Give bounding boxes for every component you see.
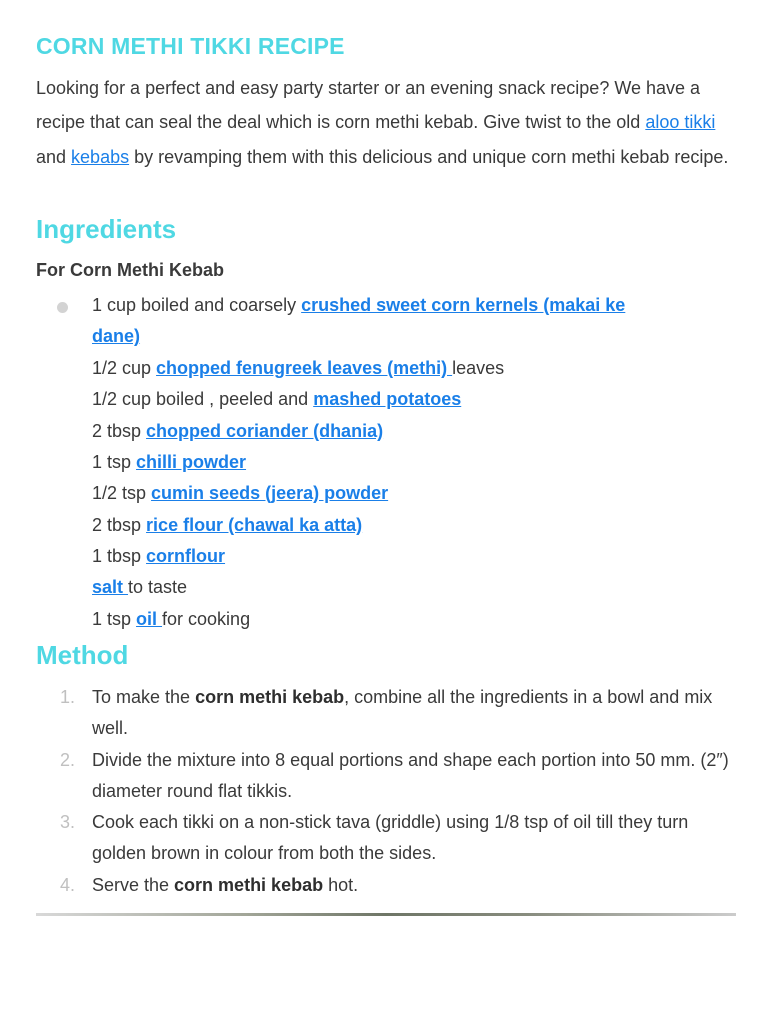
- ingredient-link[interactable]: chopped coriander (dhania): [146, 421, 384, 441]
- method-step: 3. Cook each tikki on a non-stick tava (griddle) using 1/8 tsp of oil till they turn golden brown in colour from both the sides.: [36, 807, 736, 870]
- method-step: 2. Divide the mixture into 8 equal portions and shape each portion into 50 mm. (2″) diameter round flat tikkis.: [36, 745, 736, 808]
- step-number: 2.: [60, 749, 76, 770]
- ingredients-heading: Ingredients: [36, 214, 177, 244]
- ingredient-link[interactable]: chopped fenugreek leaves (methi): [156, 358, 453, 378]
- intro-text: by revamping them with this delicious and unique corn methi kebab recipe.: [129, 146, 729, 167]
- method-heading: Method: [36, 640, 129, 670]
- ingredient-item: 1 tbsp cornflour: [92, 546, 226, 566]
- ingredient-item: 1 tsp oil for cooking: [92, 609, 251, 629]
- ingredient-link[interactable]: oil: [136, 609, 163, 629]
- intro-text: Looking for a perfect and easy party starter or an evening snack recipe? We have a recipe that can seal the deal which is corn methi kebab. Give twist to the old: [36, 78, 701, 133]
- method-list: [36, 682, 736, 901]
- ingredient-link[interactable]: cumin seeds (jeera) powder: [151, 483, 389, 503]
- aloo-tikki-link[interactable]: aloo tikki: [645, 112, 716, 133]
- ingredient-item: 2 tbsp rice flour (chawal ka atta): [92, 515, 363, 535]
- ingredient-link[interactable]: rice flour (chawal ka atta): [146, 515, 363, 535]
- ingredients-subheading: For Corn Methi Kebab: [36, 260, 224, 280]
- kebabs-link[interactable]: kebabs: [71, 146, 130, 167]
- ingredient-item: 1/2 cup chopped fenugreek leaves (methi) leaves: [92, 358, 505, 378]
- ingredient-item: salt to taste: [92, 577, 188, 597]
- image-edge-divider: [36, 913, 736, 916]
- step-number: 3.: [60, 812, 76, 833]
- ingredient-link[interactable]: mashed potatoes: [313, 389, 462, 409]
- ingredient-item: 1/2 tsp cumin seeds (jeera) powder: [92, 483, 389, 503]
- step-number: 4.: [60, 874, 76, 895]
- step-number: 1.: [60, 687, 76, 707]
- ingredient-link[interactable]: crushed sweet corn kernels (makai ke: [301, 295, 626, 315]
- ingredient-item: 2 tbsp chopped coriander (dhania): [92, 421, 384, 441]
- method-step: 1. To make the corn methi kebab, combine all the ingredients in a bowl and mix well.: [36, 682, 736, 745]
- ingredient-link[interactable]: cornflour: [146, 546, 226, 566]
- ingredient-item: 1/2 cup boiled , peeled and mashed potatoes: [92, 389, 462, 409]
- intro-text: and: [36, 146, 72, 167]
- ingredient-link[interactable]: dane): [92, 326, 141, 346]
- method-step: 4. Serve the corn methi kebab hot.: [36, 870, 736, 901]
- ingredient-item: 1 tsp chilli powder: [92, 452, 247, 472]
- page-title: CORN METHI TIKKI RECIPE: [36, 33, 345, 59]
- ingredient-item: [92, 321, 140, 352]
- ingredient-item: 1 cup boiled and coarsely crushed sweet corn kernels (makai ke: [92, 295, 626, 315]
- ingredient-link[interactable]: salt: [92, 577, 129, 597]
- bullet-icon: [57, 302, 68, 313]
- intro-paragraph: [36, 71, 736, 174]
- ingredient-link[interactable]: chilli powder: [136, 452, 247, 472]
